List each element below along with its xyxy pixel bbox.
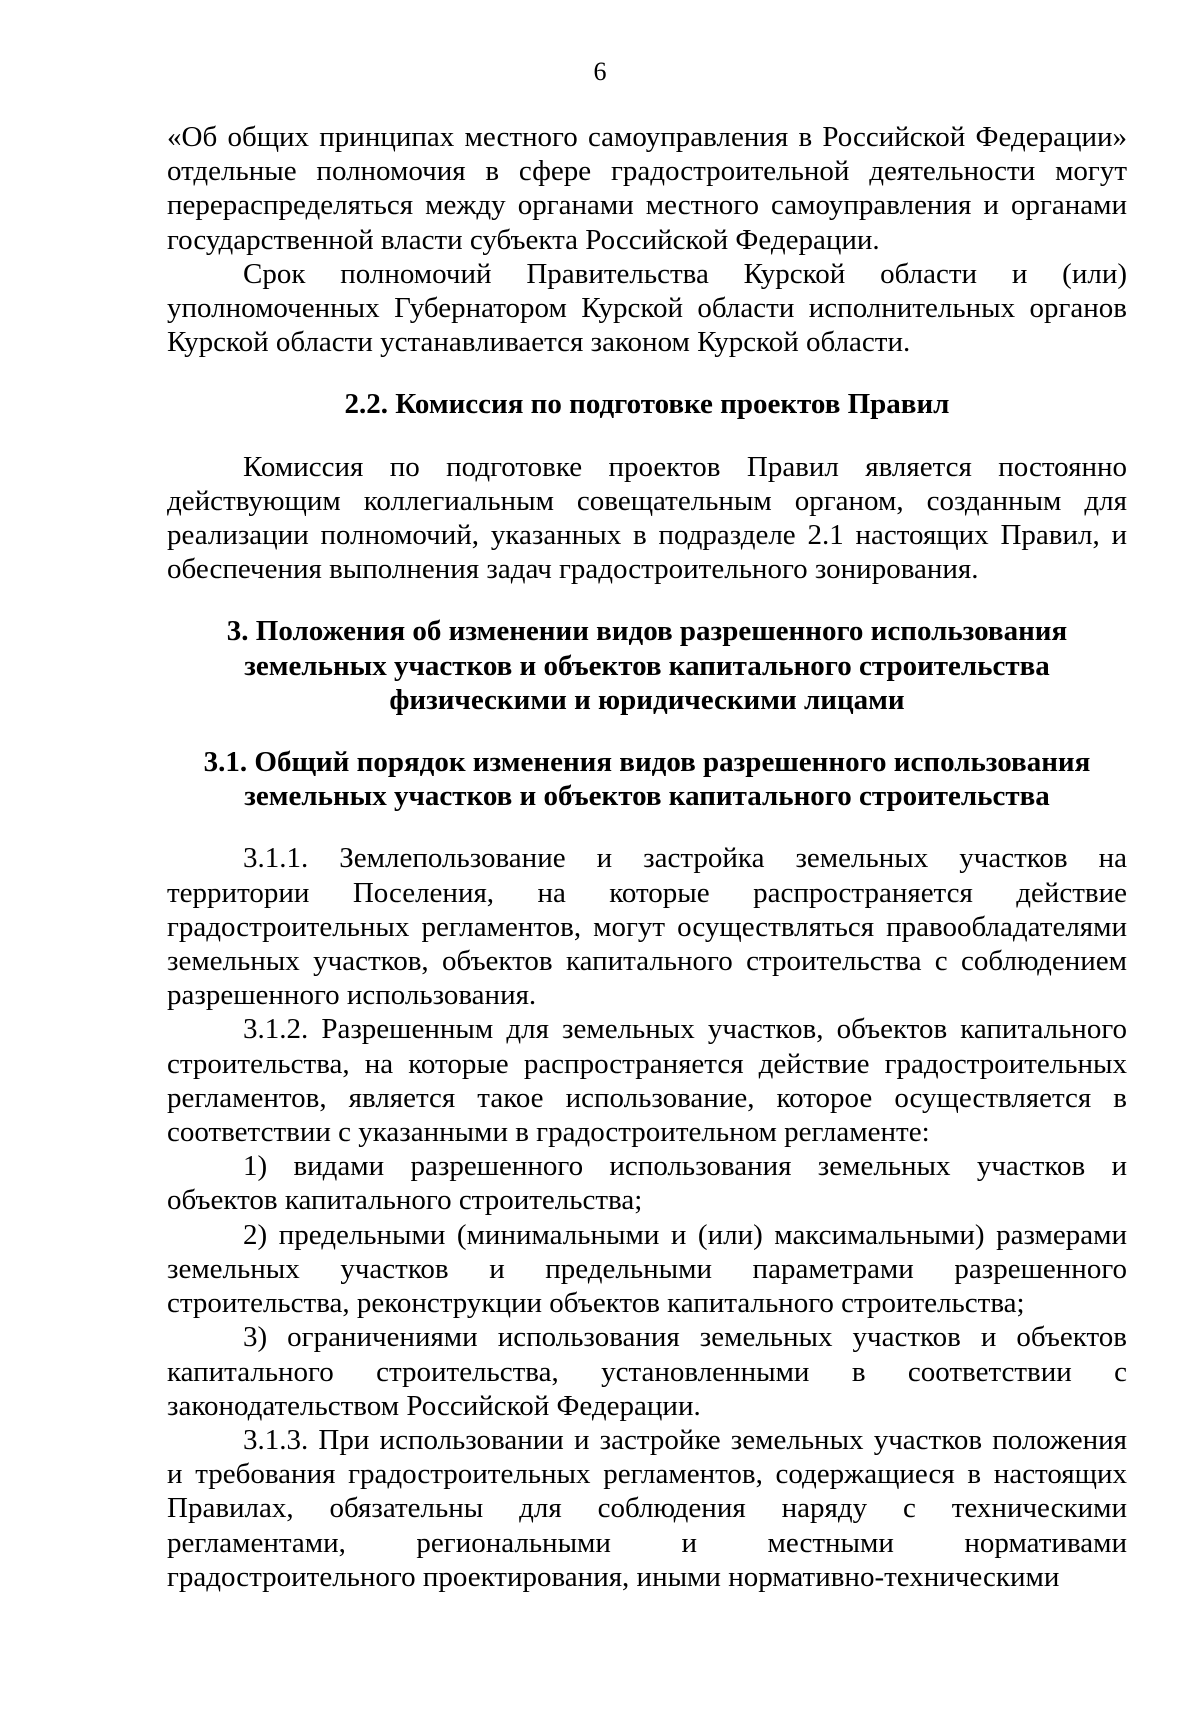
heading-line: физическими и юридическими лицами xyxy=(389,683,905,716)
paragraph: Комиссия по подготовке проектов Правил является постоянно действующим коллегиальным совещательным органом, созданным для реализации полномочий, указанных в подразделе 2.1 настоящих Правил, и обеспечения выполнения задач градостроительного зонирования. xyxy=(167,450,1127,586)
list-item: 2) предельными (минимальными и (или) максимальными) размерами земельных участков и предельными параметрами разрешенного строительства, реконструкции объектов капитального строительства; xyxy=(167,1218,1127,1320)
paragraph: 3.1.3. При использовании и застройке земельных участков положения и требования градостроительных регламентов, содержащиеся в настоящих Правилах, обязательны для соблюдения наряду с техническими регламентами, региональными и местными нормативами градостроительного проектирования, иными нормативно-техническими xyxy=(167,1423,1127,1593)
paragraph: 3.1.2. Разрешенным для земельных участков, объектов капитального строительства, на которые распространяется действие градостроительных регламентов, является такое использование, которое осуществляется в соответствии с указанными в градостроительном регламенте: xyxy=(167,1013,1127,1149)
heading-line: 3.1. Общий порядок изменения видов разрешенного использования xyxy=(203,746,1091,779)
paragraph: Срок полномочий Правительства Курской области и (или) уполномоченных Губернатором Курской области исполнительных органов Курской области устанавливается законом Курской области. xyxy=(167,257,1127,359)
paragraph: 3.1.1. Землепользование и застройка земельных участков на территории Поселения, на которые распространяется действие градостроительных регламентов, могут осуществляться правообладателями земельных участков, объектов капитального строительства с соблюдением разрешенного использования. xyxy=(167,842,1127,1012)
document-body xyxy=(167,120,1127,1594)
section-heading-2-2: 2.2. Комиссия по подготовке проектов Правил xyxy=(344,388,950,421)
list-item: 3) ограничениями использования земельных участков и объектов капитального строительства, установленными в соответствии с законодательством Российской Федерации. xyxy=(167,1321,1127,1422)
page-number: 6 xyxy=(593,57,607,86)
paragraph: «Об общих принципах местного самоуправления в Российской Федерации» отдельные полномочия в сфере градостроительной деятельности могут перераспределяться между органами местного самоуправления и органами государственной власти субъекта Российской Федерации. xyxy=(167,121,1127,256)
section-heading-3 xyxy=(167,614,1127,717)
heading-line: земельных участков и объектов капитального строительства xyxy=(244,780,1050,813)
heading-line: земельных участков и объектов капитального строительства xyxy=(244,649,1050,682)
heading-line: 3. Положения об изменении видов разрешенного использования xyxy=(226,615,1068,648)
section-heading-3-1 xyxy=(167,745,1127,813)
list-item: 1) видами разрешенного использования земельных участков и объектов капитального строительства; xyxy=(167,1150,1127,1217)
